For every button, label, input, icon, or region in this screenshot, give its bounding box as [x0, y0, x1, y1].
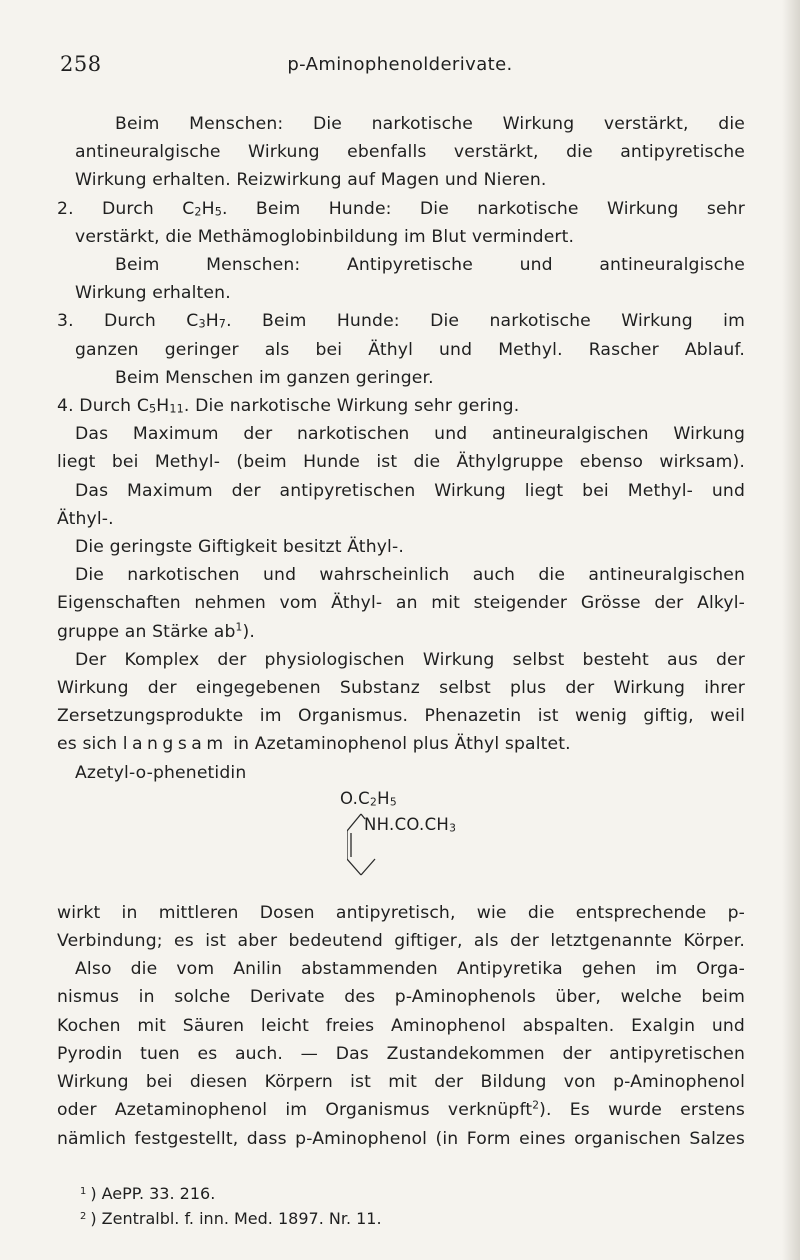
- text-line: Wirkung der eingegebenen Substanz selbst plus der Wirkung ihrer: [57, 678, 745, 699]
- page-edge-shadow: [782, 0, 800, 1260]
- structural-formula: [57, 787, 745, 899]
- text-line: Beim Menschen im ganzen geringer.: [115, 367, 434, 388]
- text-line: 2. Durch $C_2H_5$. Beim Hunde: Die narkotische Wirkung sehr: [57, 198, 745, 219]
- text-line: antineuralgische Wirkung ebenfalls verstärkt, die antipyretische: [75, 142, 745, 163]
- text-line: Beim Menschen: Antipyretische und antineuralgische: [115, 255, 745, 276]
- text-line: nismus in solche Derivate des p-Aminophenols über, welche beim: [57, 987, 745, 1008]
- text-line: Verbindung; es ist aber bedeutend giftiger, als der letztgenannte Körper.: [57, 931, 745, 952]
- text-line: Wirkung erhalten.: [75, 283, 231, 304]
- formula-ethoxy-label: $O.C_2H_5$: [340, 788, 397, 809]
- footnote-mark: 1: [80, 1186, 87, 1197]
- footnote-text: ) Zentralbl. f. inn. Med. 1897. Nr. 11.: [90, 1208, 382, 1228]
- emphasized-word: langsam: [122, 734, 228, 755]
- footnote: [80, 1205, 680, 1230]
- text-line: Pyrodin tuen es auch. — Das Zustandekommen der antipyretischen: [57, 1043, 745, 1064]
- formula-acetamido-label: $NH.CO.CH_3$: [364, 814, 457, 835]
- benzene-ring-icon: [347, 787, 407, 897]
- text-line: Beim Menschen: Die narkotische Wirkung verstärkt, die: [115, 114, 745, 134]
- footnote-ref: 1: [235, 619, 243, 633]
- text-line: Äthyl-.: [57, 508, 114, 529]
- text-line: Azetyl-o-phenetidin: [75, 762, 247, 783]
- text-line: 3. Durch $C_3H_7$. Beim Hunde: Die narkotische Wirkung im: [57, 311, 745, 332]
- text-line: Also die vom Anilin abstammenden Antipyretika gehen im Orga-: [75, 959, 745, 980]
- text-line: Das Maximum der narkotischen und antineuralgischen Wirkung: [75, 424, 745, 445]
- text-line: oder Azetaminophenol im Organismus verknüpft$^2$). Es wurde erstens: [57, 1098, 745, 1121]
- text-line: Der Komplex der physiologischen Wirkung selbst besteht aus der: [75, 649, 745, 670]
- text-line: Wirkung bei diesen Körpern ist mit der Bildung von p-Aminophenol: [57, 1072, 745, 1093]
- footnotes: [80, 1180, 680, 1230]
- text-line: Eigenschaften nehmen vom Äthyl- an mit steigender Grösse der Alkyl-: [57, 593, 745, 614]
- text-line: Das Maximum der antipyretischen Wirkung liegt bei Methyl- und: [75, 480, 745, 501]
- footnote-text: ) AePP. 33. 216.: [90, 1183, 216, 1203]
- footnote-ref: 2: [532, 1098, 540, 1112]
- footnote-mark: 2: [80, 1210, 87, 1222]
- page-number: 258: [60, 52, 102, 76]
- text-line: verstärkt, die Methämoglobinbildung im Blut vermindert.: [75, 226, 575, 247]
- text-line: nämlich festgestellt, dass p-Aminophenol (in Form eines organischen Salzes: [57, 1128, 745, 1149]
- text-line: Die narkotischen und wahrscheinlich auch die antineuralgischen: [75, 565, 745, 586]
- text-line: Kochen mit Säuren leicht freies Aminophenol abspalten. Exalgin und: [57, 1015, 745, 1036]
- text-line: Die geringste Giftigkeit besitzt Äthyl-.: [75, 537, 404, 558]
- text-line: Wirkung erhalten. Reizwirkung auf Magen und Nieren.: [75, 170, 547, 191]
- text-line: gruppe an Stärke $ab^1$).: [57, 619, 255, 642]
- page-header: [60, 52, 740, 82]
- body-text: [57, 110, 745, 1153]
- text-line: 4. Durch $C_5H_{11}$. Die narkotische Wirkung sehr gering.: [57, 396, 520, 417]
- running-head: p-Aminophenolderivate.: [287, 54, 513, 75]
- text-line: ganzen geringer als bei Äthyl und Methyl. Rascher Ablauf.: [75, 339, 745, 360]
- text-line: Zersetzungsprodukte im Organismus. Phenazetin ist wenig giftig, weil: [57, 706, 745, 727]
- text-line: liegt bei Methyl- (beim Hunde ist die Äthylgruppe ebenso wirksam).: [57, 452, 745, 473]
- footnote: [80, 1180, 680, 1205]
- text-line: es sich langsam in Azetaminophenol plus Äthyl spaltet.: [57, 734, 571, 755]
- text-line: wirkt in mittleren Dosen antipyretisch, wie die entsprechende p-: [57, 902, 745, 923]
